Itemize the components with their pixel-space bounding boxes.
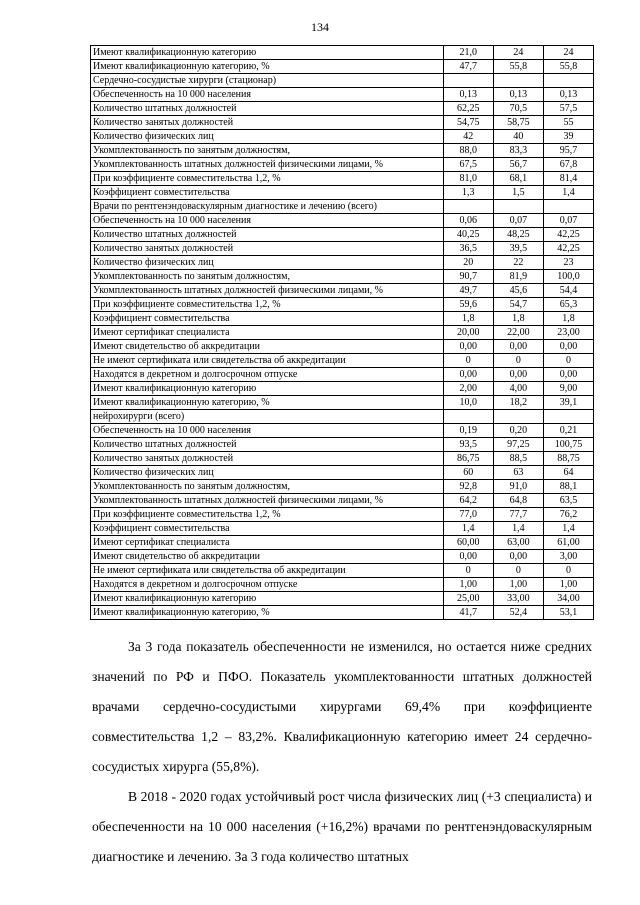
table-row	[91, 368, 594, 382]
row-value: 0,00	[543, 340, 593, 354]
table-row	[91, 158, 594, 172]
staffing-table-body	[91, 46, 594, 620]
row-value: 88,5	[493, 452, 543, 466]
row-label: Коэффициент совместительства	[91, 522, 444, 536]
table-row	[91, 522, 594, 536]
row-value	[443, 200, 493, 214]
row-label: Количество физических лиц	[91, 256, 444, 270]
row-value: 88,0	[443, 144, 493, 158]
row-value: 76,2	[543, 508, 593, 522]
row-value: 70,5	[493, 102, 543, 116]
row-label: Не имеют сертификата или свидетельства об аккредитации	[91, 354, 444, 368]
row-value: 21,0	[443, 46, 493, 60]
row-value: 60	[443, 466, 493, 480]
row-value: 63,5	[543, 494, 593, 508]
row-value: 34,00	[543, 592, 593, 606]
row-value: 0,20	[493, 424, 543, 438]
table-row	[91, 606, 594, 620]
row-value: 88,75	[543, 452, 593, 466]
table-row	[91, 74, 594, 88]
table-row	[91, 46, 594, 60]
row-label: Укомплектованность штатных должностей физическими лицами, %	[91, 284, 444, 298]
row-label: Количество физических лиц	[91, 466, 444, 480]
row-value: 0,13	[443, 88, 493, 102]
row-value	[443, 74, 493, 88]
table-row	[91, 592, 594, 606]
row-value: 40	[493, 130, 543, 144]
table-row	[91, 424, 594, 438]
row-value: 0,13	[493, 88, 543, 102]
row-value: 10,0	[443, 396, 493, 410]
row-value: 67,8	[543, 158, 593, 172]
row-value: 42,25	[543, 228, 593, 242]
row-label: Имеют свидетельство об аккредитации	[91, 550, 444, 564]
table-row	[91, 270, 594, 284]
row-value: 61,00	[543, 536, 593, 550]
row-value: 67,5	[443, 158, 493, 172]
row-value: 0,13	[543, 88, 593, 102]
table-row	[91, 102, 594, 116]
row-value: 24	[493, 46, 543, 60]
row-value: 58,75	[493, 116, 543, 130]
row-value: 36,5	[443, 242, 493, 256]
row-label: Укомплектованность по занятым должностям,	[91, 270, 444, 284]
table-row	[91, 354, 594, 368]
table-row	[91, 536, 594, 550]
row-value: 1,00	[493, 578, 543, 592]
row-value: 0,00	[443, 340, 493, 354]
row-value: 93,5	[443, 438, 493, 452]
row-label: Имеют квалификационную категорию	[91, 382, 444, 396]
row-value: 53,1	[543, 606, 593, 620]
staffing-table	[90, 45, 594, 620]
row-value: 23,00	[543, 326, 593, 340]
row-label: При коэффициенте совместительства 1,2, %	[91, 172, 444, 186]
row-value: 54,4	[543, 284, 593, 298]
row-label: Имеют квалификационную категорию, %	[91, 606, 444, 620]
row-value: 2,00	[443, 382, 493, 396]
row-value: 1,8	[493, 312, 543, 326]
row-label: Имеют квалификационную категорию	[91, 592, 444, 606]
row-value: 95,7	[543, 144, 593, 158]
row-value: 22	[493, 256, 543, 270]
row-value: 1,00	[543, 578, 593, 592]
row-value	[443, 410, 493, 424]
row-label: Укомплектованность штатных должностей физическими лицами, %	[91, 494, 444, 508]
row-value: 57,5	[543, 102, 593, 116]
row-label: Не имеют сертификата или свидетельства об аккредитации	[91, 564, 444, 578]
row-value: 20	[443, 256, 493, 270]
table-row	[91, 228, 594, 242]
row-label: нейрохирурги (всего)	[91, 410, 444, 424]
row-value: 83,3	[493, 144, 543, 158]
row-value: 0	[443, 354, 493, 368]
row-value: 0,21	[543, 424, 593, 438]
table-row	[91, 200, 594, 214]
row-label: Находятся в декретном и долгосрочном отпуске	[91, 368, 444, 382]
row-value: 45,6	[493, 284, 543, 298]
row-value: 1,00	[443, 578, 493, 592]
row-value: 64	[543, 466, 593, 480]
table-row	[91, 396, 594, 410]
row-label: Имеют сертификат специалиста	[91, 536, 444, 550]
row-value: 100,75	[543, 438, 593, 452]
table-row	[91, 172, 594, 186]
row-value: 0,00	[493, 340, 543, 354]
row-label: Обеспеченность на 10 000 населения	[91, 214, 444, 228]
row-value: 49,7	[443, 284, 493, 298]
row-value: 1,4	[493, 522, 543, 536]
row-value: 47,7	[443, 60, 493, 74]
row-value: 55,8	[543, 60, 593, 74]
row-label: Количество занятых должностей	[91, 116, 444, 130]
table-row	[91, 494, 594, 508]
row-value: 55,8	[493, 60, 543, 74]
row-value: 0	[493, 564, 543, 578]
row-value: 63	[493, 466, 543, 480]
row-value: 42	[443, 130, 493, 144]
row-label: Имеют сертификат специалиста	[91, 326, 444, 340]
row-value	[493, 74, 543, 88]
row-label: Количество штатных должностей	[91, 102, 444, 116]
row-value: 0,00	[443, 550, 493, 564]
row-value: 0,00	[443, 368, 493, 382]
row-value: 60,00	[443, 536, 493, 550]
row-value: 4,00	[493, 382, 543, 396]
row-value: 0,00	[493, 550, 543, 564]
row-label: Укомплектованность по занятым должностям,	[91, 144, 444, 158]
row-value: 39	[543, 130, 593, 144]
table-row	[91, 578, 594, 592]
row-value: 1,3	[443, 186, 493, 200]
table-row	[91, 116, 594, 130]
row-label: Коэффициент совместительства	[91, 186, 444, 200]
row-value: 0	[443, 564, 493, 578]
row-value: 90,7	[443, 270, 493, 284]
row-value: 0,07	[543, 214, 593, 228]
table-row	[91, 564, 594, 578]
row-value: 41,7	[443, 606, 493, 620]
row-value: 88,1	[543, 480, 593, 494]
row-value: 0,19	[443, 424, 493, 438]
row-value: 64,2	[443, 494, 493, 508]
row-value: 77,0	[443, 508, 493, 522]
row-value: 40,25	[443, 228, 493, 242]
row-value: 1,5	[493, 186, 543, 200]
row-value: 0,00	[543, 368, 593, 382]
row-value: 0	[493, 354, 543, 368]
row-value	[493, 200, 543, 214]
row-value: 52,4	[493, 606, 543, 620]
table-row	[91, 508, 594, 522]
row-value: 9,00	[543, 382, 593, 396]
row-value: 77,7	[493, 508, 543, 522]
table-row	[91, 242, 594, 256]
row-value: 86,75	[443, 452, 493, 466]
row-value: 54,75	[443, 116, 493, 130]
row-value	[493, 410, 543, 424]
table-row	[91, 312, 594, 326]
row-value	[543, 200, 593, 214]
row-value: 33,00	[493, 592, 543, 606]
row-value: 20,00	[443, 326, 493, 340]
row-value: 48,25	[493, 228, 543, 242]
row-value: 81,0	[443, 172, 493, 186]
table-row	[91, 186, 594, 200]
row-label: Укомплектованность по занятым должностям,	[91, 480, 444, 494]
row-value: 59,6	[443, 298, 493, 312]
row-value: 0	[543, 354, 593, 368]
row-value: 1,4	[443, 522, 493, 536]
row-label: При коэффициенте совместительства 1,2, %	[91, 508, 444, 522]
row-label: При коэффициенте совместительства 1,2, %	[91, 298, 444, 312]
row-value: 65,3	[543, 298, 593, 312]
row-value	[543, 410, 593, 424]
row-value: 1,8	[543, 312, 593, 326]
table-row	[91, 438, 594, 452]
row-label: Количество занятых должностей	[91, 452, 444, 466]
row-label: Врачи по рентгенэндоваскулярным диагностике и лечению (всего)	[91, 200, 444, 214]
table-row	[91, 466, 594, 480]
table-row	[91, 88, 594, 102]
row-label: Имеют свидетельство об аккредитации	[91, 340, 444, 354]
table-row	[91, 452, 594, 466]
row-label: Сердечно-сосудистые хирурги (стационар)	[91, 74, 444, 88]
table-row	[91, 130, 594, 144]
table-row	[91, 550, 594, 564]
row-value: 54,7	[493, 298, 543, 312]
table-row	[91, 60, 594, 74]
table-row	[91, 480, 594, 494]
row-value: 100,0	[543, 270, 593, 284]
row-value: 0,00	[493, 368, 543, 382]
table-row	[91, 382, 594, 396]
row-value: 56,7	[493, 158, 543, 172]
row-value: 68,1	[493, 172, 543, 186]
paragraph: В 2018 - 2020 годах устойчивый рост числа физических лиц (+3 специалиста) и обеспеченности на 10 000 населения (+16,2%) врачами по рентгенэндоваскулярным диагностике и лечению. За 3 года количество штатных	[92, 789, 592, 864]
row-value: 1,8	[443, 312, 493, 326]
row-label: Количество штатных должностей	[91, 438, 444, 452]
row-value: 42,25	[543, 242, 593, 256]
row-value: 0	[543, 564, 593, 578]
table-row	[91, 340, 594, 354]
table-row	[91, 326, 594, 340]
row-label: Укомплектованность штатных должностей физическими лицами, %	[91, 158, 444, 172]
row-value: 1,4	[543, 186, 593, 200]
row-value: 22,00	[493, 326, 543, 340]
row-value: 39,1	[543, 396, 593, 410]
row-label: Количество физических лиц	[91, 130, 444, 144]
row-label: Обеспеченность на 10 000 населения	[91, 88, 444, 102]
table-row	[91, 298, 594, 312]
row-value: 63,00	[493, 536, 543, 550]
row-label: Коэффициент совместительства	[91, 312, 444, 326]
row-label: Количество занятых должностей	[91, 242, 444, 256]
row-value	[543, 74, 593, 88]
row-value: 18,2	[493, 396, 543, 410]
row-value: 81,9	[493, 270, 543, 284]
row-value: 23	[543, 256, 593, 270]
row-value: 0,06	[443, 214, 493, 228]
row-value: 1,4	[543, 522, 593, 536]
row-label: Имеют квалификационную категорию, %	[91, 60, 444, 74]
row-label: Обеспеченность на 10 000 населения	[91, 424, 444, 438]
table-row	[91, 284, 594, 298]
row-value: 92,8	[443, 480, 493, 494]
row-value: 91,0	[493, 480, 543, 494]
row-label: Количество штатных должностей	[91, 228, 444, 242]
page-number: 134	[311, 20, 329, 34]
row-label: Находятся в декретном и долгосрочном отпуске	[91, 578, 444, 592]
row-value: 81,4	[543, 172, 593, 186]
table-row	[91, 214, 594, 228]
body-text	[92, 632, 592, 872]
paragraph: За 3 года показатель обеспеченности не изменился, но остается ниже средних значений по РФ и ПФО. Показатель укомплектованности штатных должностей врачами сердечно-сосудистыми хирургами 69,4% при коэффициенте совместительства 1,2 – 83,2%. Квалификационную категорию имеет 24 сердечно-сосудистых хирурга (55,8%).	[92, 639, 592, 774]
table-row	[91, 410, 594, 424]
row-value: 64,8	[493, 494, 543, 508]
row-value: 97,25	[493, 438, 543, 452]
row-value: 39,5	[493, 242, 543, 256]
table-row	[91, 256, 594, 270]
row-value: 55	[543, 116, 593, 130]
row-label: Имеют квалификационную категорию	[91, 46, 444, 60]
row-value: 24	[543, 46, 593, 60]
row-value: 0,07	[493, 214, 543, 228]
row-label: Имеют квалификационную категорию, %	[91, 396, 444, 410]
row-value: 62,25	[443, 102, 493, 116]
row-value: 3,00	[543, 550, 593, 564]
table-row	[91, 144, 594, 158]
row-value: 25,00	[443, 592, 493, 606]
